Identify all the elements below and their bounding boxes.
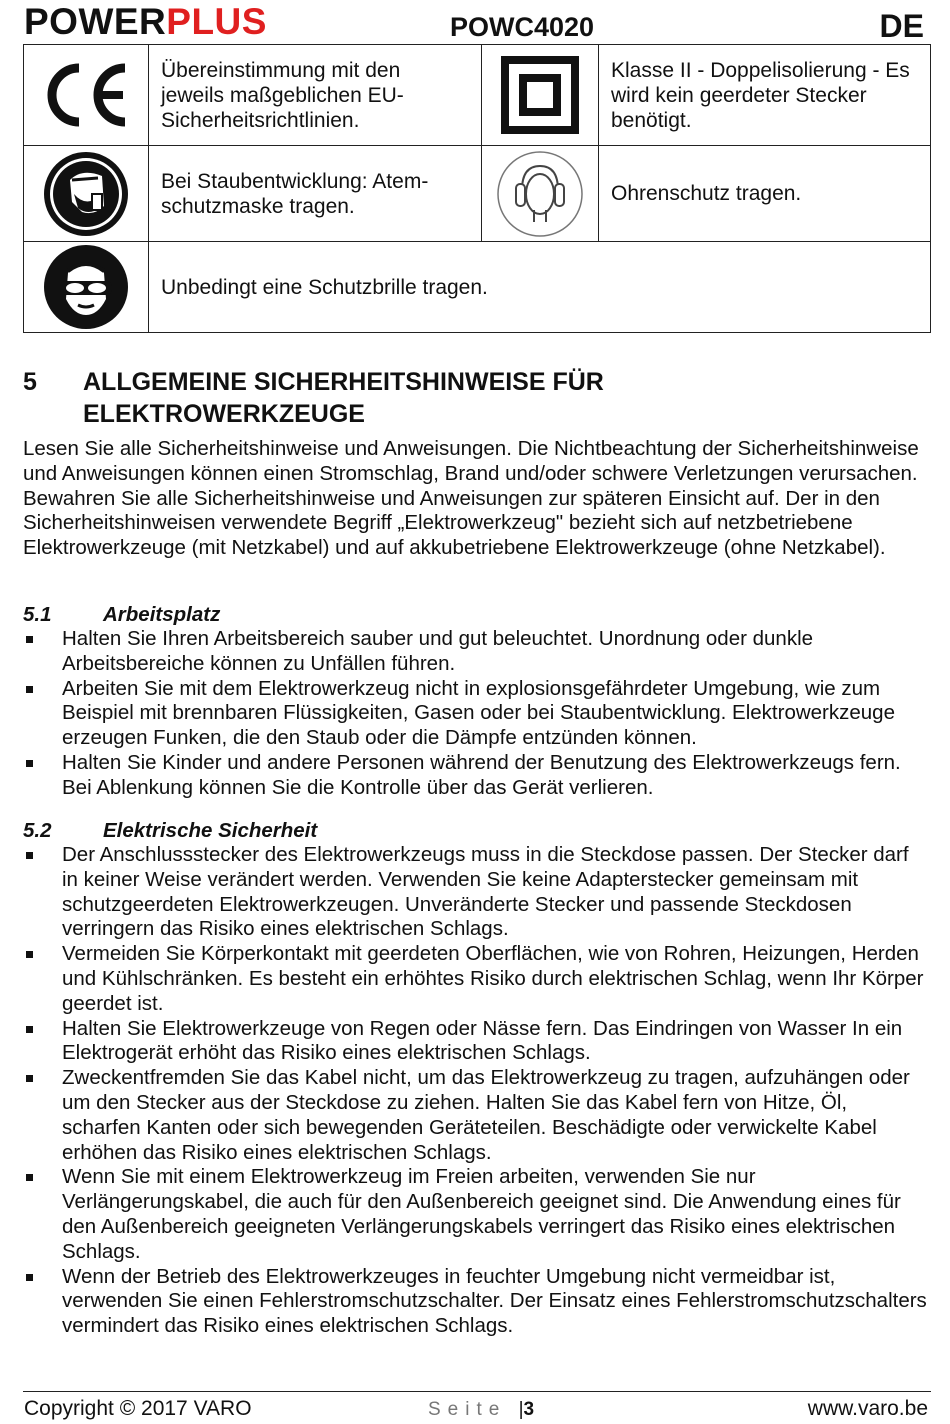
brand-logo-power: POWER <box>24 1 167 42</box>
subsection-number: 5.2 <box>23 819 52 842</box>
list-item-text: Halten Sie Ihren Arbeitsbereich sauber und gut beleuchtet. Unordnung oder dunkle Arbeitsbereiche können zu Unfällen führen. <box>62 627 814 675</box>
footer-divider <box>23 1391 931 1392</box>
bullet-square-icon <box>26 1075 33 1082</box>
footer-copyright: Copyright © 2017 VARO <box>24 1397 252 1420</box>
symbol-text-dust-mask: Bei Staubentwicklung: Atem-schutzmaske tragen. <box>161 169 429 218</box>
subsection-title: Elektrische Sicherheit <box>103 819 318 842</box>
list-item-text: Zweckentfremden Sie das Kabel nicht, um das Elektrowerkzeug zu tragen, aufzuhängen oder um den Stecker aus der Steckdose zu ziehen. Halten Sie das Kabel fern von Hitze, Öl, scharfen Kanten oder sich bewegenden Geräteteilen. Beschädigte oder verwickelte Kabel erhöhen das Risiko eines elektrischen Schlags. <box>62 1066 910 1164</box>
subsection-number: 5.1 <box>23 603 52 626</box>
table-cell <box>24 45 149 146</box>
page-word: Seite <box>428 1399 507 1420</box>
table-cell <box>599 45 931 146</box>
ear-protection-icon <box>496 150 584 238</box>
list-item <box>23 627 928 677</box>
bullet-square-icon <box>26 951 33 958</box>
table-cell <box>24 146 149 242</box>
table-row <box>24 242 931 333</box>
brand-logo <box>24 0 267 44</box>
brand-logo-plus: PLUS <box>166 1 267 42</box>
list-item-text: Vermeiden Sie Körperkontakt mit geerdeten Oberflächen, wie von Rohren, Heizungen, Herden und Kühlschränken. Es besteht ein erhöhtes Risiko durch elektrischen Schlag, wenn Ihr Körper geerdet ist. <box>62 942 924 1015</box>
list-item <box>23 843 928 942</box>
bullet-square-icon <box>26 636 33 643</box>
bullet-square-icon <box>26 852 33 859</box>
ce-mark-icon <box>41 60 131 130</box>
page-header <box>0 0 950 44</box>
table-cell <box>482 45 599 146</box>
section-intro: Lesen Sie alle Sicherheitshinweise und Anweisungen. Die Nichtbeachtung der Sicherheitshinweise und Anweisungen können einen Stromschlag, Brand und/oder schwere Verletzungen verursachen. Bewahren Sie alle Sicherheitshinweise und Anweisungen zur späteren Einsicht auf. Der in den Sicherheitshinweisen verwendete Begriff „Elektrowerkzeug" bezieht sich auf netzbetriebene Elektrowerkzeuge (mit Netzkabel) und auf akkubetriebene Elektrowerkzeuge (ohne Netzkabel). <box>23 437 919 560</box>
model-number: POWC4020 <box>450 12 595 42</box>
list-item-text: Der Anschlussstecker des Elektrowerkzeugs muss in die Steckdose passen. Der Stecker darf in keiner Weise verändert werden. Verwenden Sie keine Adapterstecker gemeinsam mit schutzgeerdeten Elektrowerkzeugen. Unveränderte Stecker und passende Steckdosen verringern das Risiko eines elektrischen Schlags. <box>62 843 909 941</box>
list-item-text: Wenn der Betrieb des Elektrowerkzeuges in feuchter Umgebung nicht vermeidbar ist, verwenden Sie einen Fehlerstromschutzschalter. Der Einsatz eines Fehlerstromschutzschalters vermindert das Risiko eines elektrischen Schlags. <box>62 1264 927 1338</box>
section-number: 5 <box>23 368 37 396</box>
bullet-square-icon <box>26 1174 33 1181</box>
footer-page-indicator <box>428 1398 534 1422</box>
symbol-text-class-ii: Klasse II - Doppelisolierung - Es wird kein geerdeter Stecker benötigt. <box>611 58 910 132</box>
symbol-text-goggles: Unbedingt eine Schutzbrille tragen. <box>161 275 488 299</box>
bullet-square-icon <box>26 1026 33 1033</box>
bullet-square-icon <box>26 686 33 693</box>
list-item-text: Halten Sie Elektrowerkzeuge von Regen oder Nässe fern. Das Eindringen von Wasser In ein Elektrogerät erhöht das Risiko eines elektrischen Schlags. <box>62 1016 903 1065</box>
table-cell <box>482 146 599 242</box>
section-title: ALLGEMEINE SICHERHEITSHINWEISE FÜR ELEKTROWERKZEUGE <box>83 368 604 428</box>
table-row <box>24 45 931 146</box>
list-item-text: Halten Sie Kinder und andere Personen während der Benutzung des Elektrowerkzeugs fern. Bei Ablenkung können Sie die Kontrolle über das Gerät verlieren. <box>62 750 901 799</box>
table-cell <box>149 45 482 146</box>
symbols-table <box>23 44 931 333</box>
page-number: 3 <box>523 1399 535 1420</box>
footer-website: www.varo.be <box>807 1397 928 1420</box>
list-item <box>23 751 928 801</box>
bullet-square-icon <box>26 760 33 767</box>
list-item <box>23 677 928 751</box>
language-code: DE <box>879 8 924 44</box>
bullet-list-arbeitsplatz <box>23 627 928 801</box>
table-row <box>24 146 931 242</box>
symbol-text-ce: Übereinstimmung mit den jeweils maßgeblichen EU-Sicherheitsrichtlinien. <box>161 58 404 132</box>
table-cell <box>24 242 149 333</box>
subsection-title: Arbeitsplatz <box>103 603 221 626</box>
list-item <box>23 1165 928 1264</box>
safety-goggles-icon <box>42 243 130 331</box>
table-cell <box>599 146 931 242</box>
list-item-text: Arbeiten Sie mit dem Elektrowerkzeug nicht in explosionsgefährdeter Umgebung, wie zum Beispiel mit brennbaren Flüssigkeiten, Gasen oder bei Staubentwicklung. Elektrowerkzeuge erzeugen Funken, die den Staub oder die Dämpfe entzünden können. <box>62 676 895 750</box>
bullet-square-icon <box>26 1274 33 1281</box>
table-cell <box>149 242 931 333</box>
list-item <box>23 942 928 1016</box>
list-item <box>23 1066 928 1165</box>
page-separator: | <box>518 1399 524 1420</box>
list-item-text: Wenn Sie mit einem Elektrowerkzeug im Freien arbeiten, verwenden Sie nur Verlängerungskabel, die auch für den Außenbereich geeignet sind. Die Anwendung eines für den Außenbereich geeigneten Verlängerungskabels verringert das Risiko eines elektrischen Schlags. <box>62 1165 901 1263</box>
list-item <box>23 1017 928 1067</box>
dust-mask-icon <box>42 150 130 238</box>
list-item <box>23 1265 928 1339</box>
table-cell <box>149 146 482 242</box>
symbol-text-ear-protection: Ohrenschutz tragen. <box>611 182 802 205</box>
class-ii-double-insulation-icon <box>501 56 579 134</box>
bullet-list-elektrische-sicherheit <box>23 843 928 1339</box>
